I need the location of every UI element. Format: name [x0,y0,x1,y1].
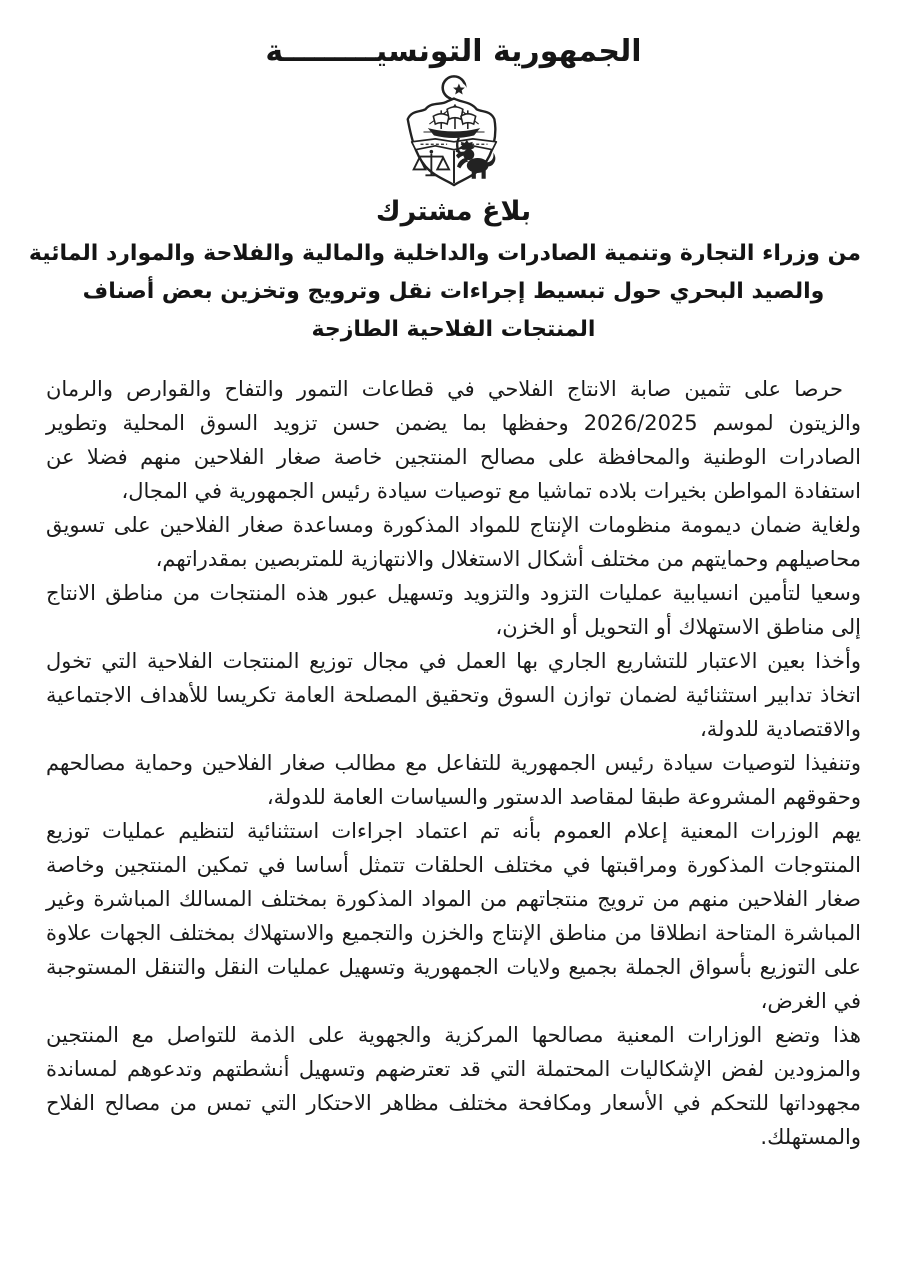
paragraph-3: وسعيا لتأمين انسيابية عمليات التزود والتزويد وتسهيل عبور هذه المنتجات من مناطق الانتاج إلى مناطق الاستهلاك أو التحويل أو الخزن، [46,581,861,640]
crescent-star-icon [442,76,467,100]
title-line-1: من وزراء التجارة وتنمية الصادرات والداخلية والمالية والفلاحة والموارد المائية [28,241,861,266]
paragraph-2: ولغاية ضمان ديمومة منظومات الإنتاج للمواد المذكورة ومساعدة صغار الفلاحين على تسويق محاصيلهم وحمايتهم من مختلف أشكال الاستغلال والانتهازية للمتربصين بمقدراتهم، [46,513,861,572]
country-header-title: الجمهورية التونسيـــــــــة [265,34,642,69]
paragraph-1: حرصا على تثمين صابة الانتاج الفلاحي في قطاعات التمور والتفاح والقوارص والرمان والزيتون لموسم 2026/2025 وحفظها بما يضمن حسن تزويد السوق المحلية وتطوير الصادرات الوطنية والمحافظة على مصالح المنتجين خاصة صغار الفلاحين منهم فضلا عن استفادة المواطن بخيرات بلاده تماشيا مع توصيات سيادة رئيس الجمهورية في المجال، [46,377,861,504]
communique-subtitle: بلاغ مشترك [375,196,532,227]
paragraph-4: وأخذا بعين الاعتبار للتشاريع الجاري بها العمل في مجال توزيع المنتجات الفلاحية التي تخول اتخاذ تدابير استثنائية لضمان توازن السوق وتحقيق المصلحة العامة تكريسا للأهداف الاجتماعية والاقتصادية للدولة، [46,649,861,742]
document-body [46,372,861,1154]
paragraph-6: يهم الوزرات المعنية إعلام العموم بأنه تم اعتماد اجراءات استثنائية لتنظيم عمليات توزيع المنتوجات المذكورة ومراقبتها في مختلف الحلقات تتمثل أساسا في تمكين المنتجين وخاصة صغار الفلاحين منهم من ترويج منتجاتهم من المواد المذكورة بمختلف المسالك المباشرة وغير المباشرة المتاحة انطلاقا من مناطق الإنتاج والخزن والتجميع والاستهلاك بمختلف الجهات علاوة على التوزيع بأسواق الجملة بجميع ولايات الجمهورية وتسهيل عمليات النقل والتنقل المستوجبة في الغرض، [46,819,861,1014]
paragraph-5: وتنفيذا لتوصيات سيادة رئيس الجمهورية للتفاعل مع مطالب صغار الفلاحين وحماية مصالحهم وحقوقهم المشروعة طبقا لمقاصد الدستور والسياسات العامة للدولة، [46,751,861,810]
title-line-3: المنتجات الفلاحية الطازجة [311,316,596,342]
paragraph-7: هذا وتضع الوزارات المعنية مصالحها المركزية والجهوية على الذمة للتواصل مع المنتجين والمزودين لفض الإشكاليات المحتملة التي قد تعترضهم وتسهيل أنشطتهم وتدعوهم لمساندة مجهوداتها للتحكم في الأسعار ومكافحة مختلف مظاهر الاحتكار التي تمس من مصالح الفلاح والمستهلك. [46,1023,861,1150]
emblem-container [46,72,861,194]
title-line-2: والصيد البحري حول تبسيط إجراءات نقل وترويج وتخزين بعض أصناف [82,278,825,304]
tunisia-coat-of-arms-icon [390,72,518,190]
document-title [28,235,861,348]
